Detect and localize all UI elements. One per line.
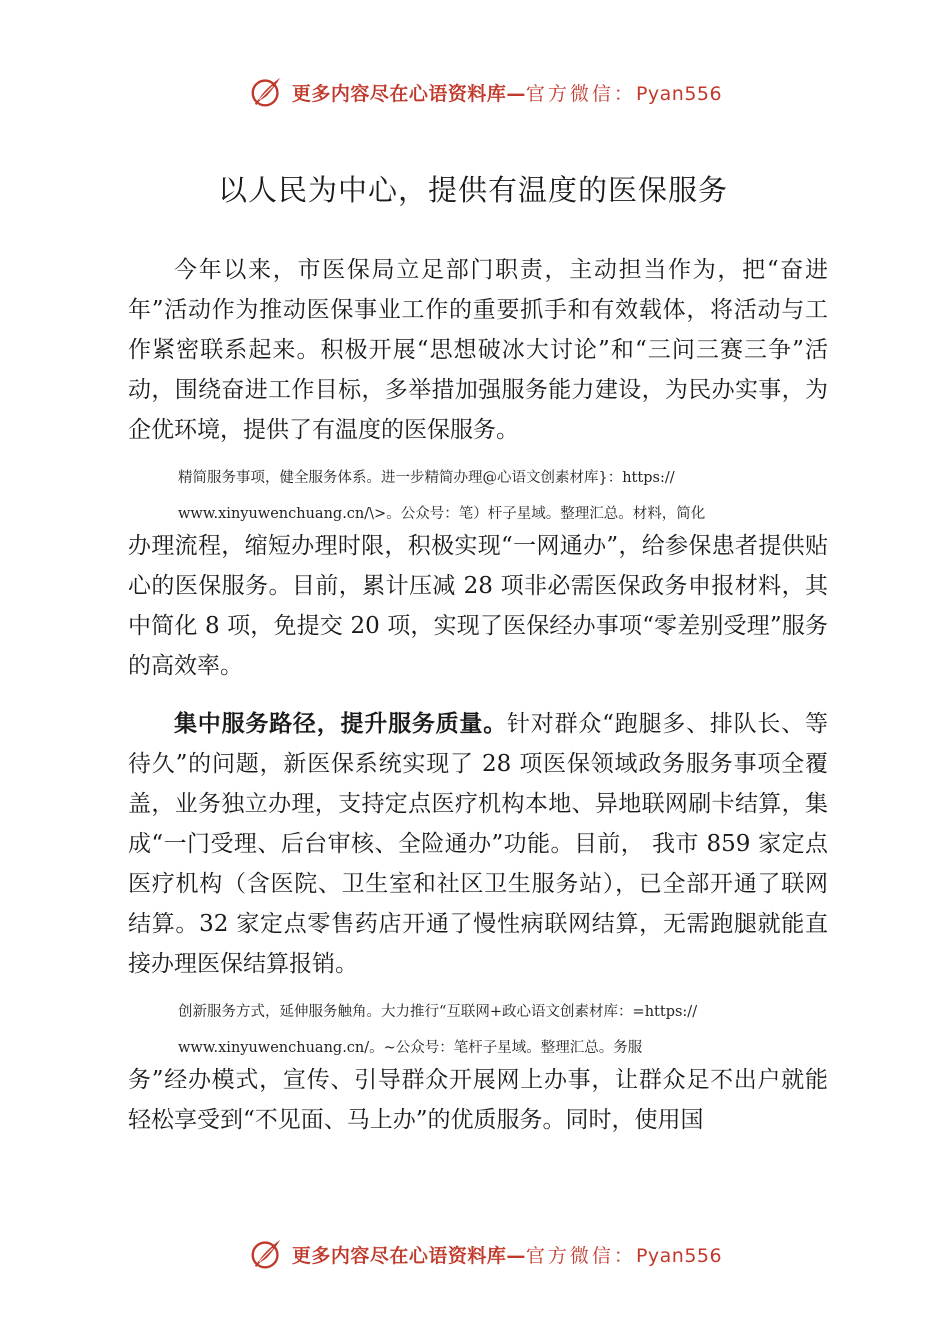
paragraph-centralize [128, 704, 828, 984]
footer-banner-text [292, 1241, 722, 1268]
watermark-line-2: www.xinyuwenchuang.cn/\>。公众号：笔）杆子星域。整理汇总。材料，简化 [178, 506, 706, 522]
footer-banner-id: Pyan556 [635, 1244, 723, 1267]
footer-banner [0, 1232, 950, 1276]
footer-banner-inner [228, 1235, 722, 1273]
header-banner-main: 更多内容尽在心语资料库— [291, 82, 526, 105]
paragraph-centralize-body: 针对群众“跑腿多、排队长、等待久”的问题，新医保系统实现了 28 项医保领域政务服务事项全覆盖，业务独立办理，支持定点医疗机构本地、异地联网刷卡结算，集成“一门受理、后台审核、全险通办”功能。目前， 我市 859 家定点医疗机构（含医院、卫生室和社区卫生服务站），已全部开通了联网结算。32 家定点零售药店开通了慢性病联网结算，无需跑腿就能直接办理医保结算报销。 [128, 711, 828, 977]
red-quill-logo-icon [248, 1235, 286, 1273]
document-body [128, 250, 828, 1140]
header-banner [0, 70, 950, 114]
watermark-line-4: www.xinyuwenchuang.cn/。~公众号：笔杆子星域。整理汇总。务服 [178, 1040, 643, 1056]
footer-banner-main: 更多内容尽在心语资料库— [291, 1244, 526, 1267]
paragraph-innovate: 务”经办模式，宣传、引导群众开展网上办事，让群众足不出户就能轻松享受到“不见面、马上办”的优质服务。同时，使用国 [128, 1067, 828, 1133]
watermark-line-3: 创新服务方式，延伸服务触角。大力推行“互联网+政心语文创素材库：=https:// [178, 1004, 698, 1020]
paragraph-simplify: 办理流程，缩短办理时限，积极实现“一网通办”，给参保患者提供贴心的医保服务。目前，累计压减 28 项非必需医保政务申报材料，其中简化 8 项，免提交 20 项，实现了医保经办事项“零差别受理”服务的高效率。 [128, 533, 828, 679]
header-banner-inner [228, 73, 722, 111]
header-banner-wx: 官方微信： [525, 82, 636, 105]
document-title: 以人民为中心，提供有温度的医保服务 [218, 173, 729, 207]
paragraph-intro: 今年以来，市医保局立足部门职责，主动担当作为，把“奋进年”活动作为推动医保事业工作的重要抓手和有效载体，将活动与工作紧密联系起来。积极开展“思想破冰大讨论”和“三问三赛三争”活动，围绕奋进工作目标，多举措加强服务能力建设，为民办实事，为企优环境，提供了有温度的医保服务。 [128, 257, 828, 443]
watermark-line-1: 精简服务事项，健全服务体系。进一步精简办理@心语文创素材库}：https:// [178, 470, 675, 486]
header-banner-text [292, 79, 722, 106]
header-banner-id: Pyan556 [635, 82, 723, 105]
paragraph-centralize-lead: 集中服务路径，提升服务质量。 [174, 711, 508, 737]
footer-banner-wx: 官方微信： [525, 1244, 636, 1267]
red-quill-logo-icon [248, 73, 286, 111]
